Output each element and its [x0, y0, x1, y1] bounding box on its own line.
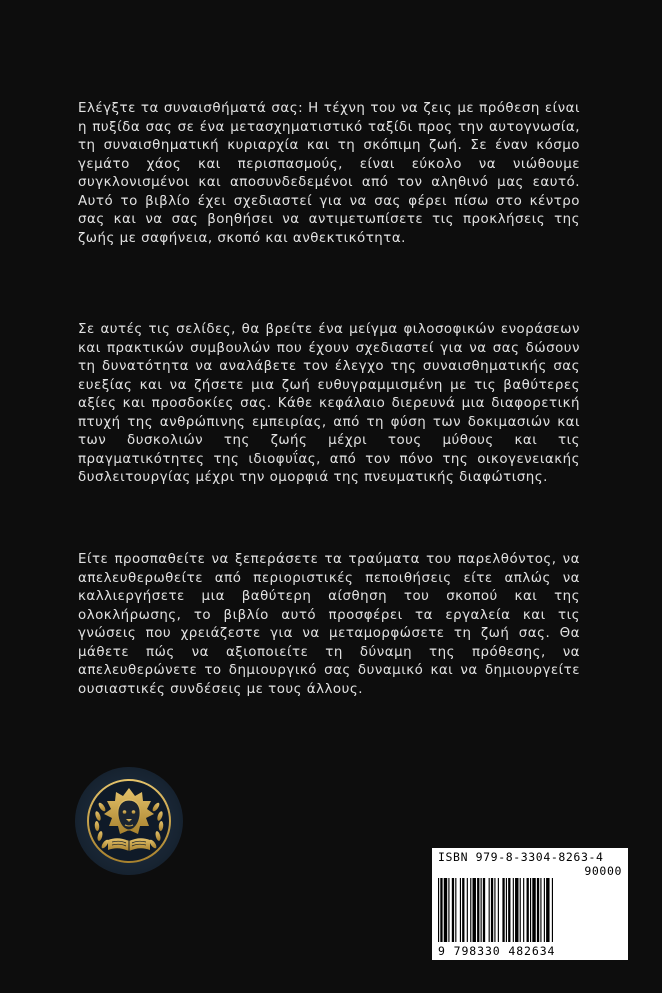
description-paragraph-3: Είτε προσπαθείτε να ξεπεράσετε τα τραύματα του παρελθόντος, να απελευθερωθείτε από περιοριστικές πεποιθήσεις είτε απλώς να καλλιεργήσετε μια βαθύτερη αίσθηση του σκοπού και της ολοκλήρωσης, το βιβλίο αυτό προσφέρει τα εργαλεία και τις γνώσεις που χρειάζεστε για να μεταμορφώσετε τη ζωή σας. Θα μάθετε πώς να αξιοποιείτε τη δύναμη της πρόθεσης, να απελευθερώνετε το δημιουργικό σας δυναμικό και να δημιουργείτε ουσιαστικές συνδέσεις με τους άλλους.: [78, 552, 580, 697]
isbn-barcode: [432, 848, 628, 960]
lion-book-emblem-icon: [74, 766, 184, 876]
price-code: 90000: [584, 864, 622, 878]
isbn-label: ISBN 979-8-3304-8263-4: [438, 850, 604, 864]
description-paragraph-2: Σε αυτές τις σελίδες, θα βρείτε ένα μείγμα φιλοσοφικών ενοράσεων και πρακτικών συμβουλών που έχουν σχεδιαστεί για να σας δώσουν τη δυνατότητα να αναλάβετε τον έλεγχο της συναισθηματικής σας ευεξίας και να ζήσετε μια ζωή ευθυγραμμισμένη με τις βαθύτερες αξίες και προσδοκίες σας. Κάθε κεφάλαιο διερευνά μια διαφορετική πτυχή της ανθρώπινης εμπειρίας, από τη φύση των δοκιμασιών και των δυσκολιών της ζωής μέχρι τους μύθους και τις πραγματικότητες της ιδιοφυΐας, από τον πόνο της οικογενειακής δυσλειτουργίας μέχρι την ομορφιά της πνευματικής διαφώτισης.: [78, 322, 580, 485]
description-paragraph-1: Ελέγξτε τα συναισθήματά σας: Η τέχνη του να ζεις με πρόθεση είναι η πυξίδα σας σε ένα μετασχηματιστικό ταξίδι προς την αυτογνωσία, τη συναισθηματική κυριαρχία και τη σκόπιμη ζωή. Σε έναν κόσμο γεμάτο χάος και περισπασμούς, είναι εύκολο να νιώθουμε συγκλονισμένοι και αποσυνδεδεμένοι από τον αληθινό μας εαυτό. Αυτό το βιβλίο έχει σχεδιαστεί για να σας φέρει πίσω στο κέντρο σας και να σας βοηθήσει να αντιμετωπίσετε τις προκλήσεις της ζωής με σαφήνεια, σκοπό και ανθεκτικότητα.: [78, 101, 580, 246]
barcode-bars: [438, 878, 622, 942]
barcode-number: 9 798330 482634: [438, 944, 556, 958]
